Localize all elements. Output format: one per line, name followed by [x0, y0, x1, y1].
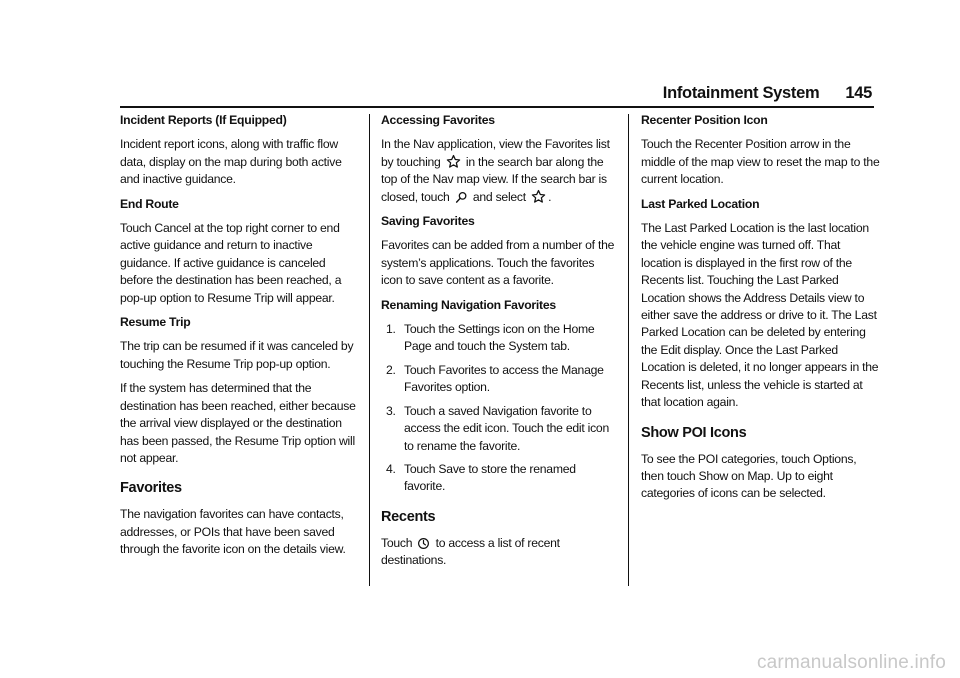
- column-2: [381, 112, 616, 577]
- accessing-text-part: in the search bar along the top of the Nav map view. If the search bar is closed, touch: [381, 154, 607, 204]
- step-number: 1.: [386, 322, 396, 337]
- incident-reports-text: Incident report icons, along with traffic flow data, display on the map during both active and inactive guidance.: [120, 137, 342, 187]
- recents-text: [381, 535, 616, 570]
- saving-favorites-heading: Saving Favorites: [381, 214, 475, 229]
- recenter-text: Touch the Recenter Position arrow in the middle of the map view to reset the map to the current location.: [641, 137, 880, 187]
- show-poi-text: To see the POI categories, touch Options, then touch Show on Map. Up to eight categories of icons can be selected.: [641, 451, 857, 501]
- search-icon: [455, 191, 468, 204]
- star-outline-icon: [531, 189, 546, 204]
- saving-favorites-text: Favorites can be added from a number of the system’s applications. Touch the favorites icon to save content as a favorite.: [381, 238, 615, 288]
- step-text: Touch Favorites to access the Manage Favorites option.: [404, 362, 604, 395]
- end-route-heading: End Route: [120, 196, 179, 211]
- last-parked-text: The Last Parked Location is the last location the vehicle engine was turned off. That location is displayed in the first row of the Recents list. Touching the Last Parked Location shows the Address Details view to either save the address or drive to it. The Last Parked Location can be deleted by entering the Edit display. Once the Last Parked Location is deleted, it no longer appears in the Recents list, unless the vehicle is started at that location again.: [641, 221, 879, 410]
- star-outline-icon: [446, 154, 461, 169]
- list-item: [381, 321, 616, 356]
- end-route-text: Touch Cancel at the top right corner to end active guidance and return to inactive guidance. If active guidance is canceled before the destination has been reached, a pop-up option to Resume Trip will appear.: [120, 221, 342, 305]
- accessing-text-part: In the Nav application, view the Favorites list by touching: [381, 137, 610, 169]
- step-number: 3.: [386, 403, 396, 418]
- accessing-favorites-heading: Accessing Favorites: [381, 113, 495, 127]
- recents-section-title: Recents: [381, 508, 436, 525]
- page-number: 145: [845, 84, 872, 102]
- resume-trip-heading: Resume Trip: [120, 315, 191, 330]
- list-item: [381, 362, 616, 397]
- watermark: carmanualsonline.info: [756, 652, 946, 673]
- favorites-section-title: Favorites: [120, 480, 182, 497]
- step-text: Touch a saved Navigation favorite to access the edit icon. Touch the edit icon to rename the favorite.: [404, 403, 609, 453]
- recents-text-part: to access a list of recent destinations.: [381, 535, 560, 568]
- recents-text-part: Touch: [381, 535, 413, 550]
- column-1: [120, 112, 358, 566]
- resume-trip-text: The trip can be resumed if it was canceled by touching the Resume Trip pop-up option.: [120, 339, 354, 371]
- step-text: Touch the Settings icon on the Home Page and touch the System tab.: [404, 322, 595, 354]
- column-divider: [628, 114, 629, 586]
- accessing-text-part: and select: [472, 189, 526, 204]
- list-item: [381, 461, 616, 496]
- column-divider: [369, 114, 370, 586]
- step-text: Touch Save to store the renamed favorite.: [404, 461, 576, 494]
- show-poi-section-title: Show POI Icons: [641, 424, 747, 441]
- incident-reports-heading: Incident Reports (If Equipped): [120, 113, 287, 127]
- last-parked-heading: Last Parked Location: [641, 196, 760, 211]
- recenter-heading: Recenter Position Icon: [641, 113, 768, 127]
- step-number: 2.: [386, 362, 396, 377]
- section-title: Infotainment System: [662, 84, 820, 102]
- accessing-text-part: .: [548, 189, 552, 204]
- clock-icon: [417, 537, 430, 550]
- column-3: [641, 112, 881, 510]
- header-rule: [120, 106, 874, 108]
- list-item: [381, 403, 616, 455]
- favorites-text: The navigation favorites can have contacts, addresses, or POIs that have been saved through the favorite icon on the details view.: [120, 507, 346, 557]
- resume-trip-text-2: If the system has determined that the destination has been reached, either because the arrival view displayed or the destination has been passed, the Resume Trip option will not appear.: [120, 381, 356, 465]
- page-header: [663, 84, 872, 103]
- renaming-favorites-heading: Renaming Navigation Favorites: [381, 297, 556, 312]
- accessing-favorites-text: [381, 136, 616, 206]
- renaming-steps-list: [381, 321, 616, 496]
- step-number: 4.: [386, 461, 396, 476]
